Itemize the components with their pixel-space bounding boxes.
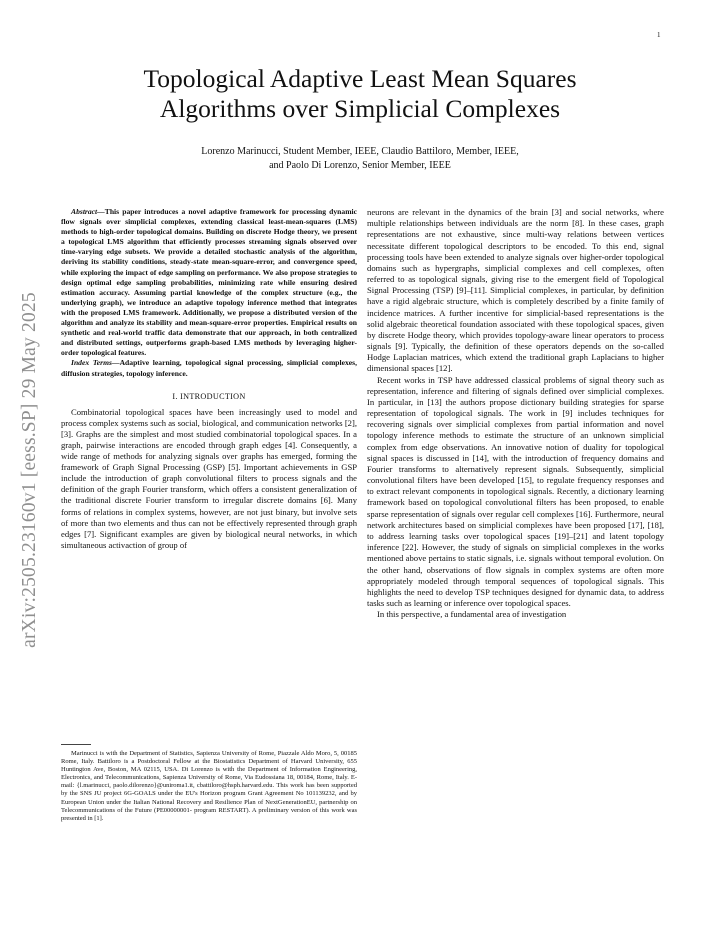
section-heading-introduction: I. INTRODUCTION bbox=[172, 391, 246, 401]
intro-paragraph-1: Combinatorial topological spaces have been increasingly used to model and process complex systems such as social, biological, and communication networks [2], [3]. Graphs are the simplest and most studied combinatorial topological spaces. In a graph, pairwise interactions are encoded through graph edges [4]. Consequently, a wide range of methods for analyzing signals over graphs has emerged, forming the framework of Graph Signal Processing (GSP) [5]. Important achievements in GSP include the introduction of graph convolutional filters to process signals and the definition of the graph Fourier transform, which offers a consistent generalization of the traditional discrete Fourier transform to irregular discrete domains [6]. Many forms of relations in complex systems, however, are not just binary, but involve sets of more than two elements and thus can not be effectively represented through graph edges [7]. Significant examples are given by biological neural networks, in which simultaneous activaction of group of bbox=[61, 406, 357, 550]
index-terms-lead: Index Terms— bbox=[71, 358, 120, 368]
abstract bbox=[61, 207, 357, 358]
paper-title bbox=[60, 64, 660, 124]
arxiv-identifier[interactable]: arXiv:2505.23160v1 [eess.SP] 29 May 2025 bbox=[19, 292, 40, 648]
title-line-1: Topological Adaptive Least Mean Squares bbox=[143, 64, 577, 93]
right-column bbox=[367, 207, 664, 620]
arxiv-side-stamp bbox=[6, 250, 54, 690]
index-terms-text: Adaptive learning, topological signal processing, simplicial complexes, diffusion strategies, topology inference. bbox=[61, 358, 358, 378]
intro-paragraph-2: neurons are relevant in the dynamics of the brain [3] and social networks, where multiple relationships between individuals are the norm [8]. In these cases, graph representations are not exhaustive, since multi-way relations between vertices necessitate different topological descriptors to be encoded. To this end, signal processing tools have been extended to analyze signals over higher-order topological domains such as hypergraphs, simplicial complexes and cell complexes, often referred to as topological signals, giving rise to the emergent field of Topological Signal Processing (TSP) [9]–[11]. Simplicial complexes, in particular, by definition have a rigid algebraic structure, which is completely described by a finite family of incidence matrices. A further incentive for simplicial-based representations is the solid algebraic theoretical foundation associated with these topological spaces, given by discrete Hodge theory, which provides topology-aware linear operators to process signals [9]. Typically, the definition of these operators depends on the so-called Hodge Laplacian matrices, which extend the traditional graph Laplacians to higher dimensional spaces [12]. bbox=[367, 207, 664, 374]
left-column bbox=[61, 207, 357, 551]
author-footnote: Marinucci is with the Department of Statistics, Sapienza University of Rome, Piazzale Aldo Moro, 5, 00185 Rome, Italy. Battiloro is a Postdoctoral Fellow at the Biostatistics Department of Harvard University, 655 Huntington Ave, Boston, MA 02115, USA. Di Lorenzo is with the Department of Information Engineering, Electronics, and Telecommunications, Sapienza University of Rome, Via Eudossiana 18, 00184, Rome, Italy. E-mail: {l.marinucci, paolo.dilorenzo}@uniroma1.it, cbattiloro@hsph.harvard.edu. This work has been supported by the SNS JU project 6G-GOALS under the EU's Horizon program Grant Agreement No 101139232, and by European Union under the Italian National Recovery and Resilience Plan of NextGenerationEU, partnership on Telecommunications of the Future (PE00000001- program RESTART). A preliminary version of this work was presented in [1]. bbox=[61, 750, 357, 822]
intro-paragraph-4: In this perspective, a fundamental area of investigation bbox=[377, 609, 567, 620]
title-line-2: Algorithms over Simplicial Complexes bbox=[159, 94, 561, 123]
authors-line-1: Lorenzo Marinucci, Student Member, IEEE, Claudio Battiloro, Member, IEEE, bbox=[201, 146, 519, 157]
authors-line-2: and Paolo Di Lorenzo, Senior Member, IEEE bbox=[269, 160, 451, 171]
footnote-rule bbox=[61, 744, 91, 745]
abstract-text: This paper introduces a novel adaptive framework for processing dynamic flow signals over simplicial complexes, extending classical least-mean-squares (LMS) methods to high-order topological domains. Building on discrete Hodge theory, we present a topological LMS algorithm that efficiently processes streaming signals observed over time-varying edge subsets. We provide a detailed stochastic analysis of the algorithm, deriving its stability conditions, steady-state mean-square-error, and convergence speed, while exploring the impact of edge sampling on performance. We also propose strategies to design optimal edge sampling probabilities, minimizing rate while ensuring desired estimation accuracy. Assuming partial knowledge of the complex structure (e.g., the underlying graph), we introduce an adaptive topology inference method that integrates with the proposed LMS framework. Additionally, we propose a distributed version of the algorithm and analyze its stability and mean-square-error properties. Empirical results on synthetic and real-world traffic data demonstrate that our approach, in both centralized and distributed settings, outperforms graph-based LMS methods by leveraging higher-order topological features. bbox=[61, 207, 357, 358]
abstract-lead: Abstract— bbox=[71, 207, 105, 216]
page-number: 1 bbox=[657, 31, 661, 39]
intro-paragraph-3: Recent works in TSP have addressed classical problems of signal theory such as representation, inference and filtering of signals defined over simplicial complexes. In particular, in [13] the authors propose dictionary building strategies for sparse representation of topological signals. The work in [9] includes techniques for recovering signals over simplicial complexes from partial information and novel topology inference methods to estimate the structure of an unknown simplicial complex from edge observations. An innovative notion of duality for topological signal spaces is discussed in [14], with the introduction of frequency domains and Fourier transforms to alternatively represent signals. Subsequently, simplicial convolutional filters have been developed [15], to regulate frequency responses and to extract relevant components in topological signals. Recently, a dictionary learning framework based on topological convolutional filters has been proposed, to enable sparse representation of signals over regular cell complexes [16]. Furthermore, neural network architectures based on simplicial complexes have been proposed [17], [18], to address learning tasks over topological spaces [19]–[21] and latent topology inference [22]. However, the study of signals on simplicial complexes in the works mentioned above pertains to static signals, i.e. signals without temporal evolution. On the other hand, observations of flow signals in complex systems are often more appropriately modeled through temporal sequences of topological signals. This highlights the need to develop TSP techniques designed for dynamic data, to address tasks such as learning or inference over topological spaces. bbox=[367, 374, 664, 609]
index-terms bbox=[61, 358, 357, 378]
author-list bbox=[60, 145, 660, 173]
